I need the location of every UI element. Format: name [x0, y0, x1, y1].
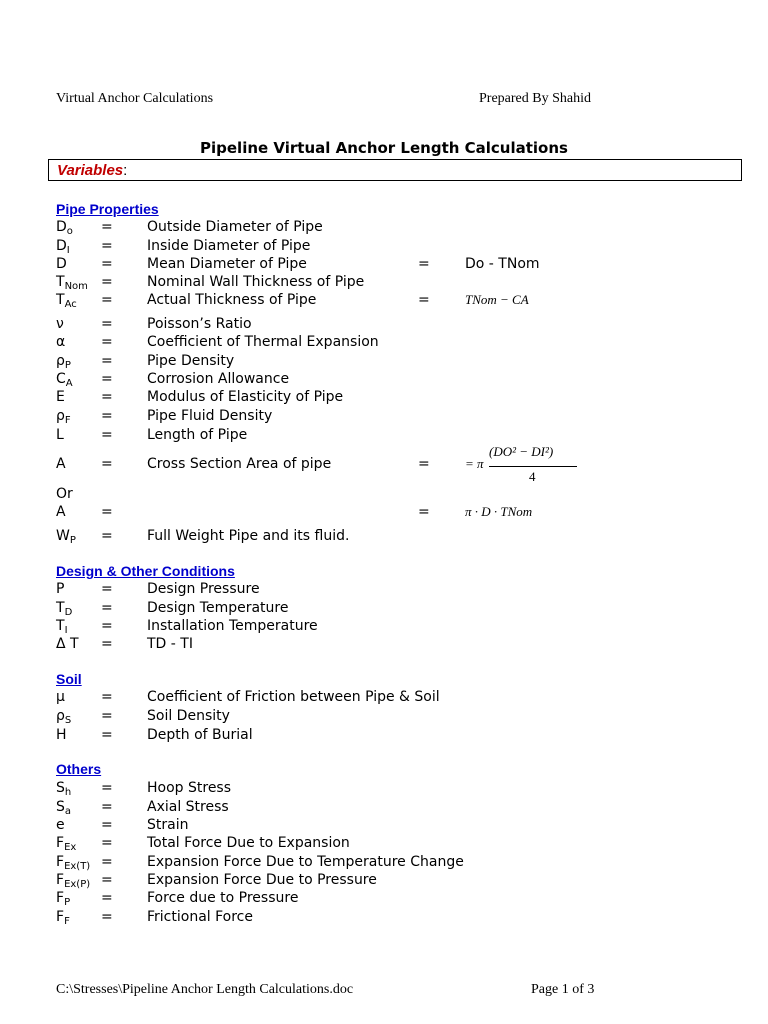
var-symbol: $D_o$ — [56, 219, 73, 237]
formula-area-alt: π · D · TNom — [465, 504, 533, 519]
var-row — [0, 636, 768, 654]
var-symbol: D — [56, 256, 67, 272]
var-symbol: $D_I$ — [56, 238, 70, 256]
var-description: Expansion Force Due to Temperature Change — [147, 854, 464, 870]
var-description: Expansion Force Due to Pressure — [147, 872, 377, 888]
var-row — [0, 618, 768, 636]
section-others: Others — [56, 761, 102, 777]
var-symbol: E — [56, 389, 65, 405]
var-row — [0, 427, 768, 445]
equals-sign: = — [101, 238, 113, 254]
var-description: Inside Diameter of Pipe — [147, 238, 311, 254]
variables-colon: : — [123, 162, 128, 179]
var-description: Coefficient of Friction between Pipe & Soil — [147, 689, 440, 705]
var-description: Total Force Due to Expansion — [147, 835, 350, 851]
var-symbol: $T_I$ — [56, 618, 68, 636]
var-symbol: Or — [56, 486, 73, 502]
equals-sign: = — [101, 334, 113, 350]
var-row — [0, 486, 768, 504]
var-symbol: $T_D$ — [56, 600, 73, 618]
var-symbol: α — [56, 334, 66, 350]
var-symbol: H — [56, 727, 67, 743]
equals-sign: = — [101, 780, 113, 796]
variables-label: Variables — [57, 162, 124, 179]
var-row — [0, 528, 768, 546]
var-description: Force due to Pressure — [147, 890, 299, 906]
var-description: Full Weight Pipe and its fluid. — [147, 528, 350, 544]
var-symbol: $F_P$ — [56, 890, 71, 908]
var-row — [0, 371, 768, 389]
equals-sign: = — [101, 389, 113, 405]
equals-sign: = — [101, 316, 113, 332]
var-row — [0, 389, 768, 407]
section-soil: Soil — [56, 671, 82, 687]
var-row — [0, 689, 768, 707]
var-description: Pipe Fluid Density — [147, 408, 273, 424]
var-row — [0, 274, 768, 292]
equals-sign: = — [418, 292, 430, 308]
section-design-conditions: Design & Other Conditions — [56, 563, 235, 579]
var-row — [0, 600, 768, 618]
header-left: Virtual Anchor Calculations — [56, 91, 214, 106]
equals-sign: = — [101, 835, 113, 851]
var-row — [0, 581, 768, 599]
var-row — [0, 238, 768, 256]
equals-sign: = — [101, 353, 113, 369]
var-row — [0, 872, 768, 890]
var-row — [0, 708, 768, 726]
equals-sign: = — [418, 504, 430, 520]
equals-sign: = — [101, 872, 113, 888]
var-row — [0, 353, 768, 371]
var-symbol: e — [56, 817, 65, 833]
var-symbol: A — [56, 456, 66, 472]
var-description: Soil Density — [147, 708, 230, 724]
var-description: Corrosion Allowance — [147, 371, 290, 387]
var-description: Coefficient of Thermal Expansion — [147, 334, 379, 350]
var-row — [0, 854, 768, 872]
var-symbol: $S_h$ — [56, 780, 72, 798]
var-description: Mean Diameter of Pipe — [147, 256, 307, 272]
equals-sign: = — [101, 890, 113, 906]
equals-sign: = — [101, 909, 113, 925]
equals-sign: = — [101, 799, 113, 815]
var-description: Poisson’s Ratio — [147, 316, 252, 332]
var-symbol: ν — [56, 316, 64, 332]
var-description: Design Pressure — [147, 581, 260, 597]
equals-sign: = — [418, 256, 430, 272]
var-description: Length of Pipe — [147, 427, 248, 443]
var-row — [0, 334, 768, 352]
var-symbol: $T_{Nom}$ — [56, 274, 88, 292]
equals-sign: = — [101, 689, 113, 705]
footer-file-path: C:\Stresses\Pipeline Anchor Length Calculations.doc — [56, 982, 354, 997]
var-description: Modulus of Elasticity of Pipe — [147, 389, 344, 405]
var-description: Depth of Burial — [147, 727, 253, 743]
var-row — [0, 504, 768, 522]
var-description: Outside Diameter of Pipe — [147, 219, 323, 235]
equals-sign: = — [101, 600, 113, 616]
var-symbol: A — [56, 504, 66, 520]
var-symbol: $\rho_F$ — [56, 408, 71, 426]
equals-sign: = — [418, 456, 430, 472]
var-description: Cross Section Area of pipe — [147, 456, 332, 472]
var-description: Installation Temperature — [147, 618, 318, 634]
equals-sign: = — [101, 708, 113, 724]
equals-sign: = — [101, 456, 113, 472]
var-row — [0, 890, 768, 908]
equals-sign: = — [101, 727, 113, 743]
var-description: Nominal Wall Thickness of Pipe — [147, 274, 365, 290]
var-symbol: $\rho_S$ — [56, 708, 72, 726]
equals-sign: = — [101, 256, 113, 272]
var-row — [0, 835, 768, 853]
var-symbol: $T_{Ac}$ — [56, 292, 77, 310]
var-symbol: Δ T — [56, 636, 79, 652]
var-row — [0, 780, 768, 798]
var-description: Design Temperature — [147, 600, 289, 616]
var-description: Actual Thickness of Pipe — [147, 292, 317, 308]
equals-sign: = — [101, 504, 113, 520]
var-symbol: μ — [56, 689, 65, 705]
var-description: Hoop Stress — [147, 780, 232, 796]
variables-box — [48, 159, 742, 181]
var-description: Axial Stress — [147, 799, 229, 815]
var-symbol: $F_{Ex(T)}$ — [56, 854, 91, 872]
page-title: Pipeline Virtual Anchor Length Calculations — [200, 139, 568, 157]
section-pipe-properties: Pipe Properties — [56, 201, 159, 217]
var-row — [0, 909, 768, 927]
equals-sign: = — [101, 371, 113, 387]
var-symbol: $\rho_P$ — [56, 353, 71, 371]
var-description: TD - TI — [147, 636, 193, 652]
var-symbol: $F_{Ex}$ — [56, 835, 77, 853]
equals-sign: = — [101, 528, 113, 544]
var-description: Frictional Force — [147, 909, 253, 925]
equals-sign: = — [101, 854, 113, 870]
equals-sign: = — [101, 219, 113, 235]
equals-sign: = — [101, 292, 113, 308]
var-symbol: $W_P$ — [56, 528, 76, 546]
area-formula-lead: = π — [465, 456, 484, 471]
var-row — [0, 316, 768, 334]
equals-sign: = — [101, 618, 113, 634]
var-row — [0, 219, 768, 237]
var-description: Pipe Density — [147, 353, 235, 369]
formula-mean-diameter: Do - TNom — [465, 256, 540, 272]
equals-sign: = — [101, 274, 113, 290]
header-right: Prepared By Shahid — [479, 91, 591, 106]
var-row — [0, 727, 768, 745]
var-symbol: $F_{Ex(P)}$ — [56, 872, 91, 890]
var-row — [0, 292, 768, 310]
var-symbol: $C_A$ — [56, 371, 73, 389]
equals-sign: = — [101, 636, 113, 652]
footer-page-number: Page 1 of 3 — [531, 982, 595, 997]
formula-actual-thickness: TNom − CA — [465, 292, 529, 307]
equals-sign: = — [101, 408, 113, 424]
var-symbol: $S_a$ — [56, 799, 72, 817]
var-row — [0, 256, 768, 274]
equals-sign: = — [101, 581, 113, 597]
area-formula-denominator: 4 — [529, 469, 536, 484]
var-symbol: P — [56, 581, 65, 597]
var-row — [0, 817, 768, 835]
var-row — [0, 799, 768, 817]
var-symbol: $F_F$ — [56, 909, 70, 927]
var-symbol: L — [56, 427, 64, 443]
var-description: Strain — [147, 817, 189, 833]
equals-sign: = — [101, 427, 113, 443]
area-formula-numerator: (DO² − DI²) — [489, 444, 554, 459]
var-row — [0, 408, 768, 426]
fraction-bar — [489, 466, 577, 467]
equals-sign: = — [101, 817, 113, 833]
var-row — [0, 456, 768, 474]
